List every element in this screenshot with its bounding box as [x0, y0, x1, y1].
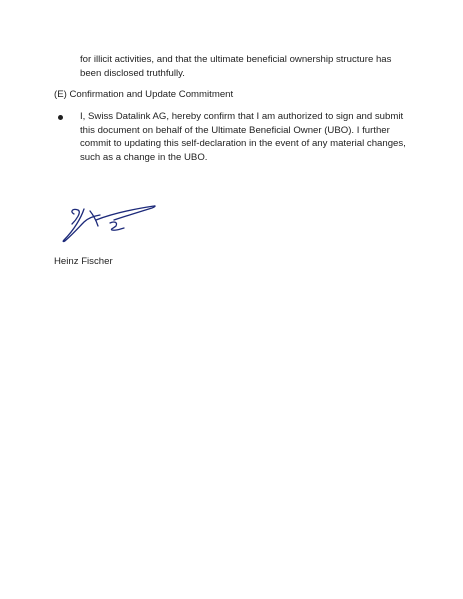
handwritten-signature	[54, 198, 164, 248]
signature-stroke	[63, 209, 100, 242]
section-e-heading: (E) Confirmation and Update Commitment	[54, 89, 234, 100]
confirmation-statement: I, Swiss Datalink AG, hereby confirm that I am authorized to sign and submit this document on behalf of the Ultimate Beneficial Owner (UBO). I further commit to updating this self-declaration in the event of any material changes, such as a change in the UBO.	[80, 111, 406, 163]
bullet-dot-icon	[58, 115, 63, 120]
signature-stroke	[90, 211, 98, 226]
continuation-paragraph: for illicit activities, and that the ultimate beneficial ownership structure has been disclosed truthfully.	[80, 54, 392, 79]
signer-name: Heinz Fischer	[54, 256, 113, 267]
signature-stroke	[110, 222, 124, 230]
signature-stroke	[96, 206, 155, 220]
